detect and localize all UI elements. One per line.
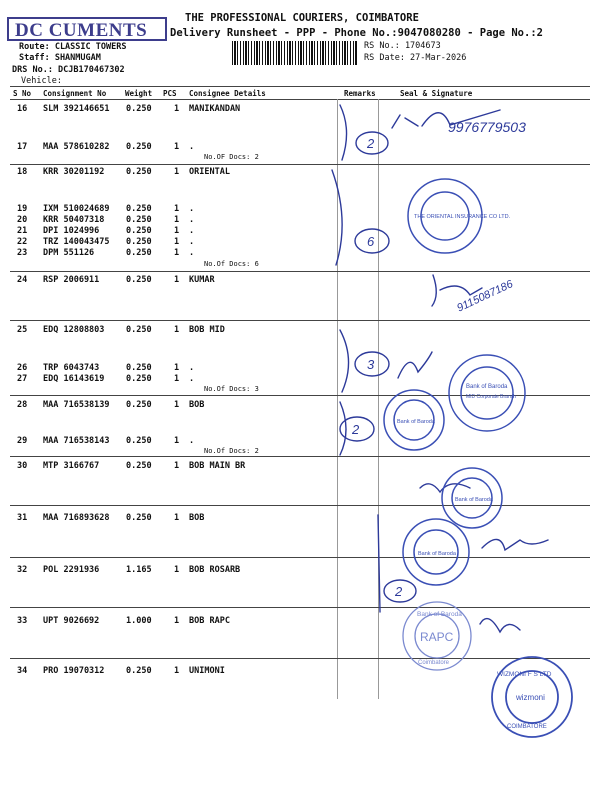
bracket-mark — [340, 330, 349, 392]
bob-rapc-stamp — [403, 602, 471, 670]
row-consignment: PRO 19070312 — [43, 666, 105, 676]
svg-text:WIZMONI F S LTD: WIZMONI F S LTD — [497, 671, 552, 678]
header-bottom-rule — [10, 99, 590, 100]
count-circle — [384, 580, 416, 602]
company-name: THE PROFESSIONAL COURIERS, COIMBATORE — [185, 12, 419, 24]
row-consignment: DPM 551126 — [43, 248, 95, 258]
row-sno: 16 — [17, 104, 28, 114]
row-weight: 0.250 — [126, 461, 152, 471]
row-pcs: 1 — [174, 226, 180, 236]
runsheet-title: Delivery Runsheet - PPP - Phone No.:9047080280 - Page No.:2 — [170, 27, 543, 39]
row-pcs: 1 — [174, 363, 180, 373]
row-weight: 0.250 — [126, 666, 152, 676]
row-weight: 0.250 — [126, 513, 152, 523]
staff-label: Staff: SHANMUGAM — [19, 53, 101, 63]
row-consignment: UPT 9026692 — [43, 616, 100, 626]
doc-count: No.Of Docs: 6 — [204, 260, 259, 268]
group-rule — [10, 395, 590, 396]
svg-text:Bank of Baroda: Bank of Baroda — [418, 551, 456, 557]
count-circle — [355, 229, 389, 253]
svg-text:THE ORIENTAL INSURANCE CO LTD.: THE ORIENTAL INSURANCE CO LTD. — [414, 214, 511, 220]
row-consignment: MAA 578610282 — [43, 142, 110, 152]
row-consignee: BOB ROSARB — [189, 565, 241, 575]
row-consignee: . — [189, 374, 195, 384]
row-consignment: MTP 3166767 — [43, 461, 100, 471]
group-rule — [10, 320, 590, 321]
row-pcs: 1 — [174, 167, 180, 177]
row-pcs: 1 — [174, 374, 180, 384]
handwritten-count: 2 — [352, 422, 360, 437]
col-remarks: Remarks — [344, 89, 376, 98]
row-consignment: EDQ 16143619 — [43, 374, 105, 384]
row-consignee: . — [189, 436, 195, 446]
row-consignee: . — [189, 237, 195, 247]
svg-text:Bank of Baroda: Bank of Baroda — [455, 497, 493, 503]
row-pcs: 1 — [174, 565, 180, 575]
row-consignment: RSP 2006911 — [43, 275, 100, 285]
row-pcs: 1 — [174, 237, 180, 247]
row-sno: 24 — [17, 275, 28, 285]
row-pcs: 1 — [174, 104, 180, 114]
row-consignment: TRZ 140043475 — [43, 237, 110, 247]
row-pcs: 1 — [174, 436, 180, 446]
doc-count: No.Of Docs: 3 — [204, 385, 259, 393]
row-consignment: POL 2291936 — [43, 565, 100, 575]
signature — [420, 484, 470, 492]
vehicle-label: Vehicle: — [21, 76, 62, 86]
row-weight: 0.250 — [126, 275, 152, 285]
row-consignee: BOB RAPC — [189, 616, 230, 626]
svg-text:RAPC: RAPC — [420, 630, 454, 644]
handwritten-phone: 9976779503 — [448, 119, 526, 135]
row-pcs: 1 — [174, 325, 180, 335]
barcode — [232, 41, 358, 65]
row-sno: 33 — [17, 616, 28, 626]
row-pcs: 1 — [174, 142, 180, 152]
row-weight: 0.250 — [126, 374, 152, 384]
row-weight: 0.250 — [126, 142, 152, 152]
row-consignment: KRR 50407318 — [43, 215, 105, 225]
bracket-mark — [340, 105, 347, 160]
group-rule — [10, 658, 590, 659]
svg-text:COIMBATORE: COIMBATORE — [507, 724, 547, 730]
count-circle — [355, 352, 389, 376]
row-weight: 0.250 — [126, 204, 152, 214]
svg-text:Bank of Baroda: Bank of Baroda — [417, 611, 462, 618]
seal-divider — [378, 99, 379, 699]
row-weight: 0.250 — [126, 400, 152, 410]
row-consignee: . — [189, 226, 195, 236]
row-consignment: EDQ 12808803 — [43, 325, 105, 335]
row-consignee: ORIENTAL — [189, 167, 230, 177]
row-consignee: UNIMONI — [189, 666, 225, 676]
group-rule — [10, 164, 590, 165]
row-sno: 20 — [17, 215, 28, 225]
count-circle — [340, 417, 374, 441]
row-weight: 0.250 — [126, 363, 152, 373]
svg-text:Coimbatore: Coimbatore — [418, 660, 450, 666]
group-rule — [10, 271, 590, 272]
row-sno: 29 — [17, 436, 28, 446]
col-consignee: Consignee Details — [189, 89, 266, 98]
row-consignee: . — [189, 363, 195, 373]
row-weight: 0.250 — [126, 167, 152, 177]
remarks-divider — [337, 99, 338, 699]
row-consignee: BOB — [189, 400, 205, 410]
bob-corporate-stamp — [449, 355, 525, 431]
signature — [480, 619, 520, 632]
row-consignment: MAA 716538143 — [43, 436, 110, 446]
col-pcs: PCS — [163, 89, 177, 98]
doc-count: No.Of Docs: 2 — [204, 447, 259, 455]
route-label: Route: CLASSIC TOWERS — [19, 42, 127, 52]
row-consignee: BOB MAIN BR — [189, 461, 246, 471]
row-sno: 34 — [17, 666, 28, 676]
row-consignment: IXM 510024689 — [43, 204, 110, 214]
row-consignee: BOB — [189, 513, 205, 523]
row-sno: 18 — [17, 167, 28, 177]
rs-number: RS No.: 1704673 — [364, 41, 441, 51]
group-rule — [10, 505, 590, 506]
row-sno: 31 — [17, 513, 28, 523]
handwritten-count: 2 — [367, 136, 375, 151]
drs-number: DRS No.: DCJB170467302 — [12, 65, 125, 75]
row-consignee: . — [189, 248, 195, 258]
row-pcs: 1 — [174, 215, 180, 225]
svg-text:wizmoni: wizmoni — [516, 693, 545, 702]
group-rule — [10, 557, 590, 558]
header-top-rule — [10, 86, 590, 87]
group-rule — [10, 607, 590, 608]
bracket-mark — [340, 402, 346, 455]
row-weight: 0.250 — [126, 237, 152, 247]
row-weight: 1.000 — [126, 616, 152, 626]
row-pcs: 1 — [174, 400, 180, 410]
bob-office-stamp — [403, 519, 469, 585]
row-pcs: 1 — [174, 461, 180, 471]
row-sno: 23 — [17, 248, 28, 258]
row-sno: 28 — [17, 400, 28, 410]
row-consignee: . — [189, 215, 195, 225]
row-consignment: KRR 30201192 — [43, 167, 105, 177]
row-sno: 25 — [17, 325, 28, 335]
wizmoni-stamp — [492, 657, 572, 737]
row-sno: 19 — [17, 204, 28, 214]
svg-text:Bank of Baroda: Bank of Baroda — [397, 419, 435, 425]
col-weight: Weight — [125, 89, 153, 98]
row-consignee: . — [189, 204, 195, 214]
doc-count: No.OF Docs: 2 — [204, 153, 259, 161]
row-sno: 32 — [17, 565, 28, 575]
col-sno: S No — [13, 89, 32, 98]
row-consignment: MAA 716538139 — [43, 400, 110, 410]
handwritten-count: 6 — [367, 234, 375, 249]
handwritten-count: 3 — [367, 357, 375, 372]
signature — [398, 352, 432, 378]
svg-text:Bank of Baroda: Bank of Baroda — [466, 384, 508, 390]
row-consignee: MANIKANDAN — [189, 104, 241, 114]
group-rule — [10, 456, 590, 457]
dc-stamp: DC CUMENTS — [7, 17, 167, 41]
row-sno: 22 — [17, 237, 28, 247]
row-sno: 27 — [17, 374, 28, 384]
row-weight: 0.250 — [126, 215, 152, 225]
oriental-insurance-stamp — [408, 179, 511, 253]
row-weight: 0.250 — [126, 325, 152, 335]
row-pcs: 1 — [174, 248, 180, 258]
signature — [482, 539, 548, 550]
row-weight: 1.165 — [126, 565, 152, 575]
rs-date: RS Date: 27-Mar-2026 — [364, 53, 467, 63]
row-weight: 0.250 — [126, 226, 152, 236]
row-consignment: DPI 1024996 — [43, 226, 100, 236]
row-sno: 17 — [17, 142, 28, 152]
row-consignee: KUMAR — [189, 275, 215, 285]
row-consignment: TRP 6043743 — [43, 363, 100, 373]
row-consignee: . — [189, 142, 195, 152]
signature — [432, 275, 482, 306]
bob-office-stamp — [442, 468, 502, 528]
row-pcs: 1 — [174, 616, 180, 626]
col-consignment: Consignment No — [43, 89, 107, 98]
handwritten-phone: 9115087186 — [455, 278, 515, 315]
row-sno: 21 — [17, 226, 28, 236]
svg-text:MID Corporate Branch: MID Corporate Branch — [466, 394, 517, 400]
bob-office-stamp — [384, 390, 444, 450]
row-consignee: BOB MID — [189, 325, 225, 335]
row-weight: 0.250 — [126, 248, 152, 258]
col-seal: Seal & Signature — [400, 89, 473, 98]
row-sno: 26 — [17, 363, 28, 373]
row-pcs: 1 — [174, 666, 180, 676]
row-weight: 0.250 — [126, 104, 152, 114]
handwritten-count: 2 — [395, 584, 403, 599]
row-weight: 0.250 — [126, 436, 152, 446]
row-sno: 30 — [17, 461, 28, 471]
row-pcs: 1 — [174, 513, 180, 523]
row-consignment: MAA 716893628 — [43, 513, 110, 523]
row-pcs: 1 — [174, 275, 180, 285]
signature — [392, 110, 500, 128]
count-circle — [356, 132, 388, 154]
row-pcs: 1 — [174, 204, 180, 214]
row-consignment: SLM 392146651 — [43, 104, 110, 114]
